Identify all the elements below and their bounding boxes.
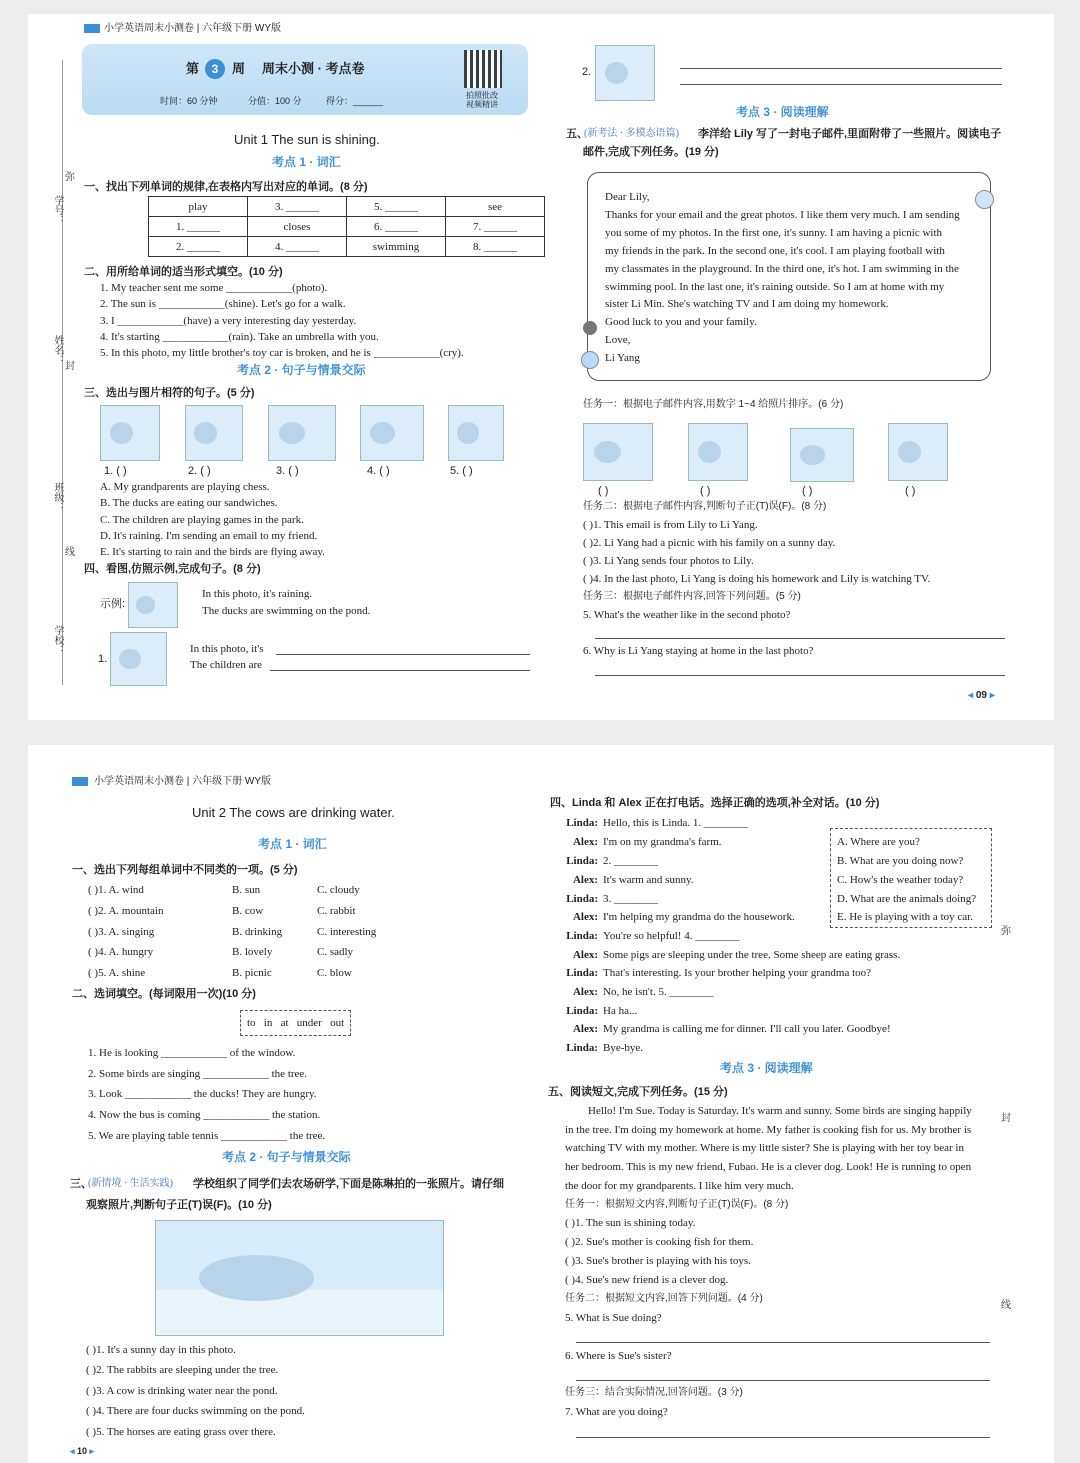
question-item: 6. Where is Sue's sister? — [565, 1350, 672, 1362]
dialogue-line: Some pigs are sleeping under the tree. Some sheep are eating grass. — [603, 949, 901, 961]
binding-margin-line — [62, 60, 63, 685]
question-heading: 邮件,完成下列任务。(19 分) — [583, 146, 719, 158]
option-item: E. He is playing with a toy car. — [837, 911, 973, 923]
answer-blank[interactable]: ( ) — [905, 485, 916, 497]
task-heading: 任务三：结合实际情况,回答问题。(3 分) — [565, 1387, 743, 1398]
title-banner — [82, 44, 528, 115]
example-sentence: The ducks are swimming on the pond. — [202, 605, 371, 617]
passage-line: her bedroom. This is my new friend, Fubao. He is a clever dog. Look! He is running to open — [565, 1161, 972, 1173]
question-heading: 四、Linda 和 Alex 正在打电话。选择正确的选项,补全对话。(10 分) — [550, 797, 880, 809]
picture-children — [110, 632, 167, 686]
answer-line[interactable] — [270, 670, 530, 671]
choice-c: C. interesting — [317, 926, 377, 938]
question-tag: (新情境 · 生活实践) — [88, 1178, 173, 1189]
answer-line[interactable] — [680, 68, 1002, 69]
speaker: Alex: — [572, 836, 598, 848]
task-heading: 任务二：根据短文内容,回答下列问题。(4 分) — [565, 1293, 763, 1304]
option-item: E. It's starting to rain and the birds are flying away. — [100, 546, 325, 558]
judge-item: ( )3. Li Yang sends four photos to Lily. — [583, 555, 754, 567]
school-label: 学校： — [52, 625, 63, 655]
fill-item: 1. My teacher sent me some ____________(photo). — [100, 282, 328, 294]
picture-ducks — [268, 405, 336, 461]
email-line: my friends in the park. In the second one, it's cool. I am playing football with — [605, 245, 945, 257]
email-line: my classmates in the playground. In the third one, it's hot. I am swimming in the — [605, 263, 959, 275]
judge-item: ( )4. Sue's new friend is a clever dog. — [565, 1274, 729, 1286]
choice-b: B. lovely — [232, 946, 273, 958]
choice-b: B. drinking — [232, 926, 283, 938]
judge-item: ( )1. This email is from Lily to Li Yang. — [583, 519, 758, 531]
week-prefix: 第 — [186, 61, 200, 76]
speaker: Alex: — [572, 874, 598, 886]
speaker: Linda: — [566, 967, 598, 979]
fill-item: 2. The sun is ____________(shine). Let's go for a walk. — [100, 298, 346, 310]
fill-item: 4. It's starting ____________(rain). Take an umbrella with you. — [100, 331, 379, 343]
option-item: C. The children are playing games in the park. — [100, 514, 304, 526]
dialogue-line: Ha ha... — [603, 1005, 638, 1017]
dialogue-line: No, he isn't. 5. ________ — [603, 986, 714, 998]
unit-title: Unit 1 The sun is shining. — [234, 132, 380, 147]
judge-item: ( )2. Li Yang had a picnic with his family on a sunny day. — [583, 537, 836, 549]
score-field: 得分：______ — [326, 96, 384, 106]
series-badge — [84, 24, 100, 33]
picture-chess — [185, 405, 243, 461]
dialogue-line: 2. ________ — [603, 855, 658, 867]
qr-caption: 拍照批改 — [466, 91, 498, 100]
answer-line[interactable] — [595, 638, 1005, 639]
answer-blank[interactable]: 2. ( ) — [188, 465, 211, 477]
choice-c: C. blow — [317, 967, 352, 979]
answer-line[interactable] — [576, 1342, 990, 1343]
answer-blank[interactable]: ( ) — [700, 485, 711, 497]
email-line: Dear Lily, — [605, 191, 650, 203]
question-heading: 观察照片,判断句子正(T)误(F)。(10 分) — [86, 1199, 272, 1211]
choice-row: ( )4. A. hungry — [88, 946, 154, 958]
passage-line: watching TV with my mother. Where is my little sister? She is playing with her toy bear in — [565, 1142, 964, 1154]
task-heading: 任务一：根据电子邮件内容,用数字 1~4 给照片排序。(6 分) — [583, 399, 844, 410]
task-heading: 任务一：根据短文内容,判断句子正(T)误(F)。(8 分) — [565, 1199, 789, 1210]
week-suffix: 周 — [232, 61, 246, 76]
class-label: 班级： — [52, 482, 63, 512]
fill-item: 1. He is looking ____________ of the window. — [88, 1047, 296, 1059]
option-item: D. It's raining. I'm sending an email to my friend. — [100, 530, 318, 542]
answer-line[interactable] — [276, 654, 530, 655]
section-heading: 考点 1 · 词汇 — [258, 837, 327, 851]
judge-item: ( )2. Sue's mother is cooking fish for them. — [565, 1236, 754, 1248]
dialogue-line: I'm helping my grandma do the housework. — [603, 911, 795, 923]
picture-birds — [360, 405, 424, 461]
photo-swimming — [583, 423, 653, 481]
question-heading: 李洋给 Lily 写了一封电子邮件,里面附带了一些照片。阅读电子 — [698, 128, 1002, 140]
speaker: Alex: — [572, 986, 598, 998]
option-item: A. My grandparents are playing chess. — [100, 481, 270, 493]
dialogue-line: You're so helpful! 4. ________ — [603, 930, 740, 942]
decor-circle — [975, 190, 994, 209]
question-item: 5. What is Sue doing? — [565, 1312, 662, 1324]
choice-b: B. sun — [232, 884, 261, 896]
judge-item: ( )3. Sue's brother is playing with his toys. — [565, 1255, 751, 1267]
answer-blank[interactable]: ( ) — [598, 485, 609, 497]
judge-item: ( )1. It's a sunny day in this photo. — [86, 1344, 236, 1356]
choice-row: ( )5. A. shine — [88, 967, 146, 979]
choice-c: C. sadly — [317, 946, 354, 958]
fill-item: 4. Now the bus is coming ____________ the station. — [88, 1109, 321, 1121]
example-sentence: In this photo, it's raining. — [202, 588, 313, 600]
decor-circle — [581, 351, 599, 369]
dialogue-line: Hello, this is Linda. 1. ________ — [603, 817, 748, 829]
email-line: swimming pool. In the last one, it's raining outside. So I am at home with my — [605, 281, 945, 293]
answer-blank[interactable]: 3. ( ) — [276, 465, 299, 477]
judge-item: ( )5. The horses are eating grass over there. — [86, 1426, 276, 1438]
fill-item: 2. Some birds are singing ____________ the tree. — [88, 1068, 308, 1080]
word-pattern-table: play 3. ______ 5. ______ see 1. ______ closes 6. ______ 7. ______ 2. ______ 4. ______ swimming 8. ______ — [148, 196, 545, 257]
speaker: Linda: — [566, 930, 598, 942]
week-number: 3 — [205, 59, 225, 79]
margin-char: 弥 — [1001, 926, 1011, 937]
margin-char: 线 — [65, 547, 75, 558]
qr-code-icon — [464, 50, 502, 88]
question-item: 7. What are you doing? — [565, 1406, 668, 1418]
choice-c: C. cloudy — [317, 884, 360, 896]
margin-char: 线 — [1001, 1300, 1011, 1311]
item-number: 2. — [582, 66, 592, 78]
dialogue-line: My grandma is calling me for dinner. I'll call you later. Goodbye! — [603, 1023, 891, 1035]
choice-b: B. cow — [232, 905, 264, 917]
dialogue-line: Bye-bye. — [603, 1042, 644, 1054]
dialogue-line: 3. ________ — [603, 893, 658, 905]
answer-line[interactable] — [680, 84, 1002, 85]
answer-blank[interactable]: 4. ( ) — [367, 465, 390, 477]
question-heading: 一、选出下列每组单词中不同类的一项。(5 分) — [72, 864, 298, 876]
prompt-sentence: The children are — [190, 659, 263, 671]
question-heading: 一、找出下列单词的规律,在表格内写出对应的单词。(8 分) — [84, 181, 368, 193]
qr-caption: 视频精讲 — [466, 100, 498, 109]
question-heading: 学校组织了同学们去农场研学,下面是陈琳拍的一张照片。请仔细 — [193, 1178, 505, 1190]
name-label: 姓名： — [52, 335, 63, 365]
question-heading: 二、选词填空。(每词限用一次)(10 分) — [72, 988, 256, 1000]
choice-row: ( )2. A. mountain — [88, 905, 164, 917]
option-item: A. Where are you? — [837, 836, 920, 848]
section-heading: 考点 2 · 句子与情景交际 — [222, 1150, 351, 1164]
question-number: 三、 — [70, 1178, 92, 1190]
speaker: Linda: — [566, 855, 598, 867]
fill-item: 3. I ____________(have) a very interesting day yesterday. — [100, 315, 357, 327]
email-line: Good luck to you and your family. — [605, 316, 757, 328]
question-heading: 四、看图,仿照示例,完成句子。(8 分) — [84, 563, 261, 575]
photo-picnic — [790, 428, 854, 482]
email-line: Li Yang — [605, 352, 640, 364]
fill-item: 3. Look ____________ the ducks! They are hungry. — [88, 1088, 317, 1100]
answer-blank[interactable]: 1. ( ) — [104, 465, 127, 477]
email-line: Thanks for your email and the great photos. I like them very much. I am sending — [605, 209, 960, 221]
page-number: ◂ 09 ▸ — [968, 690, 995, 701]
banner-title: 周末小测 · 考点卷 — [262, 61, 365, 76]
speaker: Alex: — [572, 949, 598, 961]
email-line: you some of my photos. In the first one, it's sunny. I am having a picnic with — [605, 227, 943, 239]
speaker: Alex: — [572, 1023, 598, 1035]
answer-blank[interactable]: 5. ( ) — [450, 465, 473, 477]
question-heading: 三、选出与图片相符的句子。(5 分) — [84, 387, 255, 399]
series-badge — [72, 777, 88, 786]
answer-line[interactable] — [576, 1380, 990, 1381]
answer-blank[interactable]: ( ) — [802, 485, 813, 497]
picture-email-rain — [100, 405, 160, 461]
fill-item: 5. In this photo, my little brother's toy car is broken, and he is ____________(cry). — [100, 347, 464, 359]
fill-item: 5. We are playing table tennis ____________ the tree. — [88, 1130, 326, 1142]
option-item: C. How's the weather today? — [837, 874, 964, 886]
question-heading: 五、阅读短文,完成下列任务。(15 分) — [548, 1086, 728, 1098]
margin-char: 封 — [65, 361, 75, 372]
page-number: ◂ 10 ▸ — [70, 1446, 95, 1456]
picture-kite — [595, 45, 655, 101]
task-heading: 任务二：根据电子邮件内容,判断句子正(T)误(F)。(8 分) — [583, 501, 827, 512]
question-item: 6. Why is Li Yang staying at home in the last photo? — [583, 645, 814, 657]
passage-line: Hello! I'm Sue. Today is Saturday. It's warm and sunny. Some birds are singing happily — [588, 1105, 972, 1117]
email-line: Love, — [605, 334, 631, 346]
section-heading: 考点 1 · 词汇 — [272, 155, 341, 169]
speaker: Linda: — [566, 817, 598, 829]
decor-circle — [583, 321, 597, 335]
passage-line: the door for my grandparents. I like him very much. — [565, 1180, 794, 1192]
photo-homework — [688, 423, 748, 481]
margin-char: 弥 — [65, 172, 75, 183]
farm-photo — [155, 1220, 444, 1336]
section-heading: 考点 2 · 句子与情景交际 — [237, 363, 366, 377]
example-label: 示例: — [100, 598, 126, 610]
option-item: B. The ducks are eating our sandwiches. — [100, 497, 278, 509]
section-heading: 考点 3 · 阅读理解 — [736, 105, 829, 119]
judge-item: ( )1. The sun is shining today. — [565, 1217, 696, 1229]
margin-char: 封 — [1001, 1113, 1011, 1124]
option-item: D. What are the animals doing? — [837, 893, 977, 905]
dialogue-line: It's warm and sunny. — [603, 874, 694, 886]
unit-title: Unit 2 The cows are drinking water. — [192, 805, 395, 820]
choice-c: C. rabbit — [317, 905, 356, 917]
speaker: Linda: — [566, 893, 598, 905]
running-header: 小学英语周末小测卷 | 六年级下册 WY版 — [104, 23, 282, 34]
score-total-label: 分值：100 分 — [248, 96, 302, 106]
passage-line: in the tree. I'm doing my homework at home. My father is cooking fish for us. My brother is — [565, 1124, 972, 1136]
choice-b: B. picnic — [232, 967, 272, 979]
item-number: 1. — [98, 653, 108, 665]
speaker: Linda: — [566, 1005, 598, 1017]
photo-football — [888, 423, 948, 481]
option-item: B. What are you doing now? — [837, 855, 964, 867]
picture-ducks-rain — [128, 582, 178, 628]
student-id-label: 学号： — [52, 195, 63, 225]
prompt-sentence: In this photo, it's — [190, 643, 264, 655]
judge-item: ( )2. The rabbits are sleeping under the tree. — [86, 1364, 279, 1376]
choice-row: ( )3. A. singing — [88, 926, 155, 938]
question-tag: (新考法 · 多模态语篇) — [584, 128, 679, 139]
answer-line[interactable] — [595, 675, 1005, 676]
dialogue-line: I'm on my grandma's farm. — [603, 836, 722, 848]
judge-item: ( )4. In the last photo, Li Yang is doing his homework and Lily is watching TV. — [583, 573, 931, 585]
word-bank: to in at under out — [240, 1010, 351, 1036]
judge-item: ( )3. A cow is drinking water near the pond. — [86, 1385, 278, 1397]
dialogue-line: That's interesting. Is your brother helping your grandma too? — [603, 967, 872, 979]
speaker: Alex: — [572, 911, 598, 923]
time-label: 时间：60 分钟 — [160, 96, 218, 106]
choice-row: ( )1. A. wind — [88, 884, 144, 896]
picture-park — [448, 405, 504, 461]
question-number: 五、 — [566, 128, 588, 140]
task-heading: 任务三：根据电子邮件内容,回答下列问题。(5 分) — [583, 591, 801, 602]
answer-line[interactable] — [576, 1437, 990, 1438]
speaker: Linda: — [566, 1042, 598, 1054]
running-header: 小学英语周末小测卷 | 六年级下册 WY版 — [94, 776, 272, 787]
question-item: 5. What's the weather like in the second photo? — [583, 609, 791, 621]
question-heading: 二、用所给单词的适当形式填空。(10 分) — [84, 266, 283, 278]
email-line: sister Li Min. She's watching TV and I am doing my homework. — [605, 298, 889, 310]
section-heading: 考点 3 · 阅读理解 — [720, 1061, 813, 1075]
judge-item: ( )4. There are four ducks swimming on the pond. — [86, 1405, 305, 1417]
